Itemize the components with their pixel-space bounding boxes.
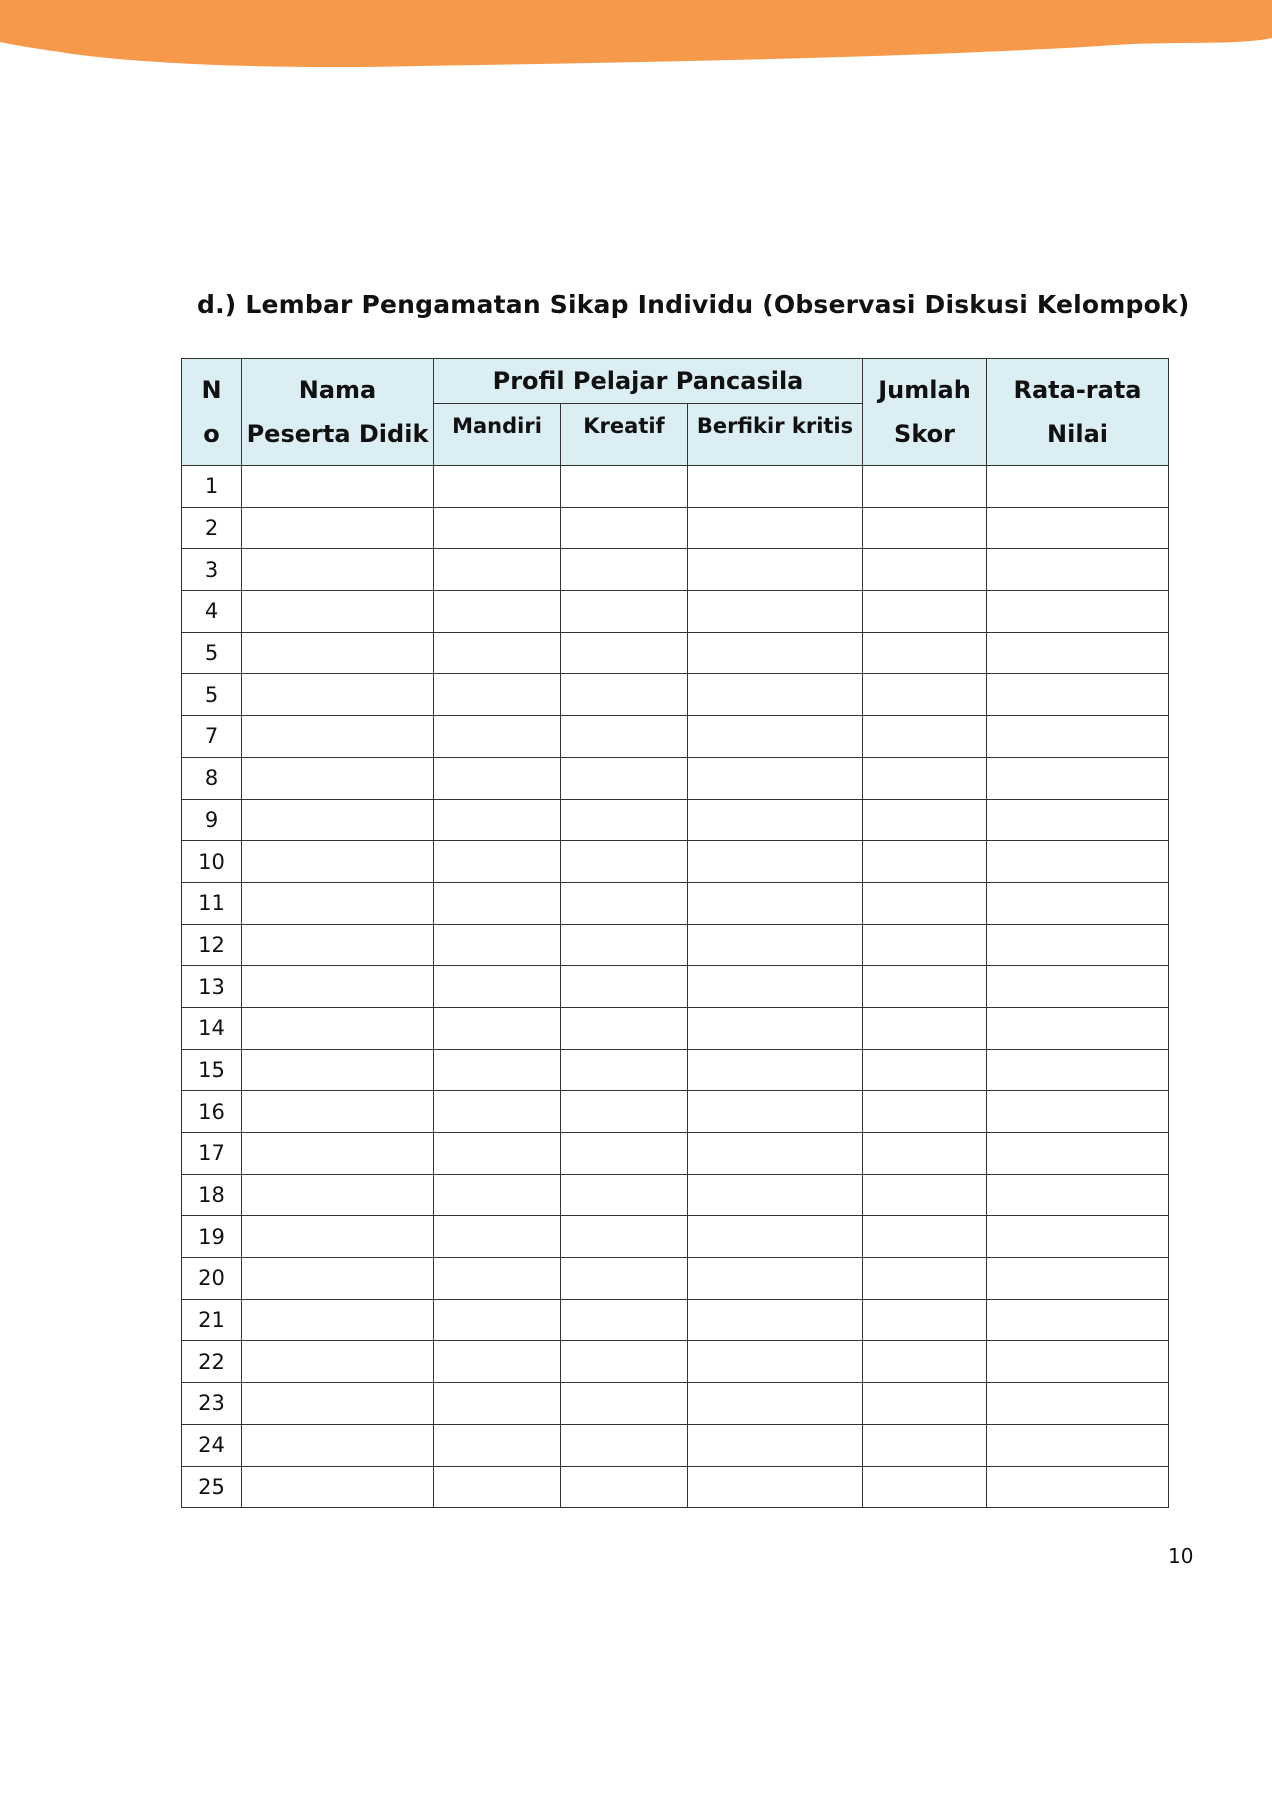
row-number: 5 bbox=[182, 674, 242, 716]
cell-kreatif bbox=[561, 674, 688, 716]
cell-kreatif bbox=[561, 841, 688, 883]
cell-nama bbox=[242, 1133, 434, 1175]
cell-berfikir-kritis bbox=[688, 1424, 863, 1466]
cell-jumlah-skor bbox=[863, 507, 987, 549]
cell-kreatif bbox=[561, 591, 688, 633]
cell-mandiri bbox=[434, 632, 561, 674]
table-row bbox=[182, 507, 1169, 549]
row-number: 3 bbox=[182, 549, 242, 591]
cell-kreatif bbox=[561, 1174, 688, 1216]
cell-berfikir-kritis bbox=[688, 757, 863, 799]
cell-kreatif bbox=[561, 507, 688, 549]
row-number: 9 bbox=[182, 799, 242, 841]
table-row bbox=[182, 549, 1169, 591]
cell-mandiri bbox=[434, 841, 561, 883]
cell-jumlah-skor bbox=[863, 924, 987, 966]
cell-mandiri bbox=[434, 966, 561, 1008]
cell-rata-rata-nilai bbox=[987, 1133, 1169, 1175]
header-nama-peserta-didik bbox=[242, 359, 434, 466]
cell-rata-rata-nilai bbox=[987, 674, 1169, 716]
row-number: 16 bbox=[182, 1091, 242, 1133]
row-number: 2 bbox=[182, 507, 242, 549]
cell-berfikir-kritis bbox=[688, 591, 863, 633]
table-row bbox=[182, 1091, 1169, 1133]
header-rata-line1: Rata-rata bbox=[1013, 376, 1142, 404]
row-number: 11 bbox=[182, 882, 242, 924]
table-row bbox=[182, 1007, 1169, 1049]
cell-rata-rata-nilai bbox=[987, 1258, 1169, 1300]
cell-berfikir-kritis bbox=[688, 1258, 863, 1300]
top-orange-wave-decoration bbox=[0, 0, 1272, 80]
header-nama-line2: Peserta Didik bbox=[246, 420, 429, 448]
cell-rata-rata-nilai bbox=[987, 549, 1169, 591]
table-row bbox=[182, 1383, 1169, 1425]
cell-rata-rata-nilai bbox=[987, 507, 1169, 549]
cell-berfikir-kritis bbox=[688, 1133, 863, 1175]
cell-jumlah-skor bbox=[863, 632, 987, 674]
cell-jumlah-skor bbox=[863, 1258, 987, 1300]
cell-rata-rata-nilai bbox=[987, 1174, 1169, 1216]
row-number: 25 bbox=[182, 1466, 242, 1508]
cell-jumlah-skor bbox=[863, 1091, 987, 1133]
table-row bbox=[182, 1133, 1169, 1175]
header-profil-pelajar-pancasila: Profil Pelajar Pancasila bbox=[434, 359, 863, 404]
cell-jumlah-skor bbox=[863, 1299, 987, 1341]
row-number: 18 bbox=[182, 1174, 242, 1216]
cell-nama bbox=[242, 632, 434, 674]
cell-nama bbox=[242, 591, 434, 633]
cell-nama bbox=[242, 1174, 434, 1216]
cell-mandiri bbox=[434, 1383, 561, 1425]
cell-berfikir-kritis bbox=[688, 1091, 863, 1133]
cell-mandiri bbox=[434, 924, 561, 966]
cell-berfikir-kritis bbox=[688, 1383, 863, 1425]
cell-rata-rata-nilai bbox=[987, 1007, 1169, 1049]
cell-nama bbox=[242, 507, 434, 549]
cell-jumlah-skor bbox=[863, 1174, 987, 1216]
header-no-line1: N bbox=[201, 376, 222, 404]
row-number: 13 bbox=[182, 966, 242, 1008]
cell-kreatif bbox=[561, 632, 688, 674]
cell-mandiri bbox=[434, 1424, 561, 1466]
table-row bbox=[182, 466, 1169, 508]
row-number: 21 bbox=[182, 1299, 242, 1341]
header-nama-line1: Nama bbox=[298, 376, 377, 404]
cell-mandiri bbox=[434, 716, 561, 758]
cell-mandiri bbox=[434, 1133, 561, 1175]
cell-berfikir-kritis bbox=[688, 716, 863, 758]
cell-jumlah-skor bbox=[863, 1049, 987, 1091]
cell-kreatif bbox=[561, 757, 688, 799]
row-number: 8 bbox=[182, 757, 242, 799]
cell-kreatif bbox=[561, 466, 688, 508]
header-rata-line2: Nilai bbox=[1047, 420, 1108, 448]
cell-jumlah-skor bbox=[863, 1424, 987, 1466]
cell-rata-rata-nilai bbox=[987, 841, 1169, 883]
cell-nama bbox=[242, 924, 434, 966]
cell-nama bbox=[242, 1007, 434, 1049]
table-row bbox=[182, 841, 1169, 883]
cell-kreatif bbox=[561, 1007, 688, 1049]
header-jumlah-skor bbox=[863, 359, 987, 466]
cell-jumlah-skor bbox=[863, 1007, 987, 1049]
cell-rata-rata-nilai bbox=[987, 1424, 1169, 1466]
cell-jumlah-skor bbox=[863, 1466, 987, 1508]
cell-mandiri bbox=[434, 1174, 561, 1216]
cell-rata-rata-nilai bbox=[987, 1299, 1169, 1341]
cell-berfikir-kritis bbox=[688, 1174, 863, 1216]
cell-kreatif bbox=[561, 799, 688, 841]
cell-berfikir-kritis bbox=[688, 1049, 863, 1091]
cell-nama bbox=[242, 1466, 434, 1508]
cell-nama bbox=[242, 1299, 434, 1341]
cell-rata-rata-nilai bbox=[987, 1091, 1169, 1133]
cell-kreatif bbox=[561, 924, 688, 966]
header-berfikir-kritis: Berfikir kritis bbox=[688, 404, 863, 466]
row-number: 4 bbox=[182, 591, 242, 633]
cell-rata-rata-nilai bbox=[987, 632, 1169, 674]
cell-mandiri bbox=[434, 1299, 561, 1341]
cell-berfikir-kritis bbox=[688, 1216, 863, 1258]
cell-mandiri bbox=[434, 1258, 561, 1300]
table-row bbox=[182, 1299, 1169, 1341]
table-row bbox=[182, 1049, 1169, 1091]
cell-kreatif bbox=[561, 1216, 688, 1258]
cell-berfikir-kritis bbox=[688, 799, 863, 841]
cell-mandiri bbox=[434, 1007, 561, 1049]
cell-berfikir-kritis bbox=[688, 841, 863, 883]
cell-nama bbox=[242, 674, 434, 716]
cell-mandiri bbox=[434, 1049, 561, 1091]
cell-kreatif bbox=[561, 1299, 688, 1341]
cell-rata-rata-nilai bbox=[987, 924, 1169, 966]
table-row bbox=[182, 757, 1169, 799]
header-kreatif: Kreatif bbox=[561, 404, 688, 466]
cell-rata-rata-nilai bbox=[987, 882, 1169, 924]
cell-jumlah-skor bbox=[863, 799, 987, 841]
row-number: 17 bbox=[182, 1133, 242, 1175]
cell-jumlah-skor bbox=[863, 716, 987, 758]
cell-nama bbox=[242, 882, 434, 924]
header-no-line2: o bbox=[203, 420, 220, 448]
cell-mandiri bbox=[434, 882, 561, 924]
cell-berfikir-kritis bbox=[688, 507, 863, 549]
section-title: d.) Lembar Pengamatan Sikap Individu (Observasi Diskusi Kelompok) bbox=[197, 290, 1190, 319]
cell-mandiri bbox=[434, 1466, 561, 1508]
cell-nama bbox=[242, 1424, 434, 1466]
row-number: 23 bbox=[182, 1383, 242, 1425]
table-row bbox=[182, 966, 1169, 1008]
cell-berfikir-kritis bbox=[688, 1299, 863, 1341]
cell-mandiri bbox=[434, 1216, 561, 1258]
cell-rata-rata-nilai bbox=[987, 1383, 1169, 1425]
cell-nama bbox=[242, 1216, 434, 1258]
cell-kreatif bbox=[561, 882, 688, 924]
cell-nama bbox=[242, 1341, 434, 1383]
table-row bbox=[182, 1424, 1169, 1466]
row-number: 12 bbox=[182, 924, 242, 966]
cell-jumlah-skor bbox=[863, 882, 987, 924]
cell-nama bbox=[242, 549, 434, 591]
cell-rata-rata-nilai bbox=[987, 466, 1169, 508]
row-number: 1 bbox=[182, 466, 242, 508]
row-number: 24 bbox=[182, 1424, 242, 1466]
cell-nama bbox=[242, 1049, 434, 1091]
cell-rata-rata-nilai bbox=[987, 716, 1169, 758]
cell-nama bbox=[242, 466, 434, 508]
cell-berfikir-kritis bbox=[688, 924, 863, 966]
cell-nama bbox=[242, 799, 434, 841]
table-row bbox=[182, 1258, 1169, 1300]
table-row bbox=[182, 1174, 1169, 1216]
cell-rata-rata-nilai bbox=[987, 1049, 1169, 1091]
cell-kreatif bbox=[561, 549, 688, 591]
cell-rata-rata-nilai bbox=[987, 966, 1169, 1008]
header-rata-rata-nilai bbox=[987, 359, 1169, 466]
cell-rata-rata-nilai bbox=[987, 1216, 1169, 1258]
table-row bbox=[182, 1466, 1169, 1508]
cell-rata-rata-nilai bbox=[987, 799, 1169, 841]
row-number: 19 bbox=[182, 1216, 242, 1258]
cell-jumlah-skor bbox=[863, 841, 987, 883]
cell-berfikir-kritis bbox=[688, 1341, 863, 1383]
header-jumlah-line2: Skor bbox=[894, 420, 955, 448]
cell-kreatif bbox=[561, 1133, 688, 1175]
header-jumlah-line1: Jumlah bbox=[878, 376, 971, 404]
cell-mandiri bbox=[434, 466, 561, 508]
cell-mandiri bbox=[434, 757, 561, 799]
table-row bbox=[182, 1341, 1169, 1383]
cell-berfikir-kritis bbox=[688, 1466, 863, 1508]
cell-berfikir-kritis bbox=[688, 549, 863, 591]
cell-jumlah-skor bbox=[863, 549, 987, 591]
cell-kreatif bbox=[561, 1424, 688, 1466]
cell-mandiri bbox=[434, 507, 561, 549]
table-row bbox=[182, 591, 1169, 633]
table-row bbox=[182, 674, 1169, 716]
cell-mandiri bbox=[434, 674, 561, 716]
page-number: 10 bbox=[1168, 1544, 1194, 1568]
cell-jumlah-skor bbox=[863, 1383, 987, 1425]
cell-nama bbox=[242, 1383, 434, 1425]
cell-rata-rata-nilai bbox=[987, 1466, 1169, 1508]
cell-mandiri bbox=[434, 799, 561, 841]
cell-kreatif bbox=[561, 1258, 688, 1300]
row-number: 20 bbox=[182, 1258, 242, 1300]
cell-berfikir-kritis bbox=[688, 966, 863, 1008]
cell-berfikir-kritis bbox=[688, 466, 863, 508]
observation-table bbox=[181, 358, 1169, 1508]
cell-berfikir-kritis bbox=[688, 674, 863, 716]
cell-mandiri bbox=[434, 1341, 561, 1383]
header-no bbox=[182, 359, 242, 466]
cell-kreatif bbox=[561, 1049, 688, 1091]
row-number: 15 bbox=[182, 1049, 242, 1091]
cell-nama bbox=[242, 1258, 434, 1300]
header-mandiri: Mandiri bbox=[434, 404, 561, 466]
cell-kreatif bbox=[561, 966, 688, 1008]
cell-berfikir-kritis bbox=[688, 882, 863, 924]
cell-rata-rata-nilai bbox=[987, 591, 1169, 633]
cell-kreatif bbox=[561, 1341, 688, 1383]
row-number: 5 bbox=[182, 632, 242, 674]
row-number: 7 bbox=[182, 716, 242, 758]
cell-jumlah-skor bbox=[863, 966, 987, 1008]
table-row bbox=[182, 924, 1169, 966]
cell-nama bbox=[242, 757, 434, 799]
cell-mandiri bbox=[434, 1091, 561, 1133]
cell-rata-rata-nilai bbox=[987, 1341, 1169, 1383]
table-row bbox=[182, 799, 1169, 841]
row-number: 10 bbox=[182, 841, 242, 883]
cell-jumlah-skor bbox=[863, 591, 987, 633]
cell-nama bbox=[242, 841, 434, 883]
row-number: 14 bbox=[182, 1007, 242, 1049]
table-row bbox=[182, 716, 1169, 758]
cell-nama bbox=[242, 1091, 434, 1133]
cell-rata-rata-nilai bbox=[987, 757, 1169, 799]
cell-kreatif bbox=[561, 1466, 688, 1508]
cell-jumlah-skor bbox=[863, 1216, 987, 1258]
cell-nama bbox=[242, 716, 434, 758]
cell-jumlah-skor bbox=[863, 1133, 987, 1175]
cell-kreatif bbox=[561, 1383, 688, 1425]
cell-nama bbox=[242, 966, 434, 1008]
cell-berfikir-kritis bbox=[688, 1007, 863, 1049]
row-number: 22 bbox=[182, 1341, 242, 1383]
cell-kreatif bbox=[561, 1091, 688, 1133]
table-row bbox=[182, 632, 1169, 674]
table-row bbox=[182, 882, 1169, 924]
cell-kreatif bbox=[561, 716, 688, 758]
table-body bbox=[182, 466, 1169, 1508]
cell-berfikir-kritis bbox=[688, 632, 863, 674]
cell-jumlah-skor bbox=[863, 1341, 987, 1383]
cell-mandiri bbox=[434, 591, 561, 633]
cell-jumlah-skor bbox=[863, 466, 987, 508]
cell-jumlah-skor bbox=[863, 757, 987, 799]
table-row bbox=[182, 1216, 1169, 1258]
cell-jumlah-skor bbox=[863, 674, 987, 716]
cell-mandiri bbox=[434, 549, 561, 591]
